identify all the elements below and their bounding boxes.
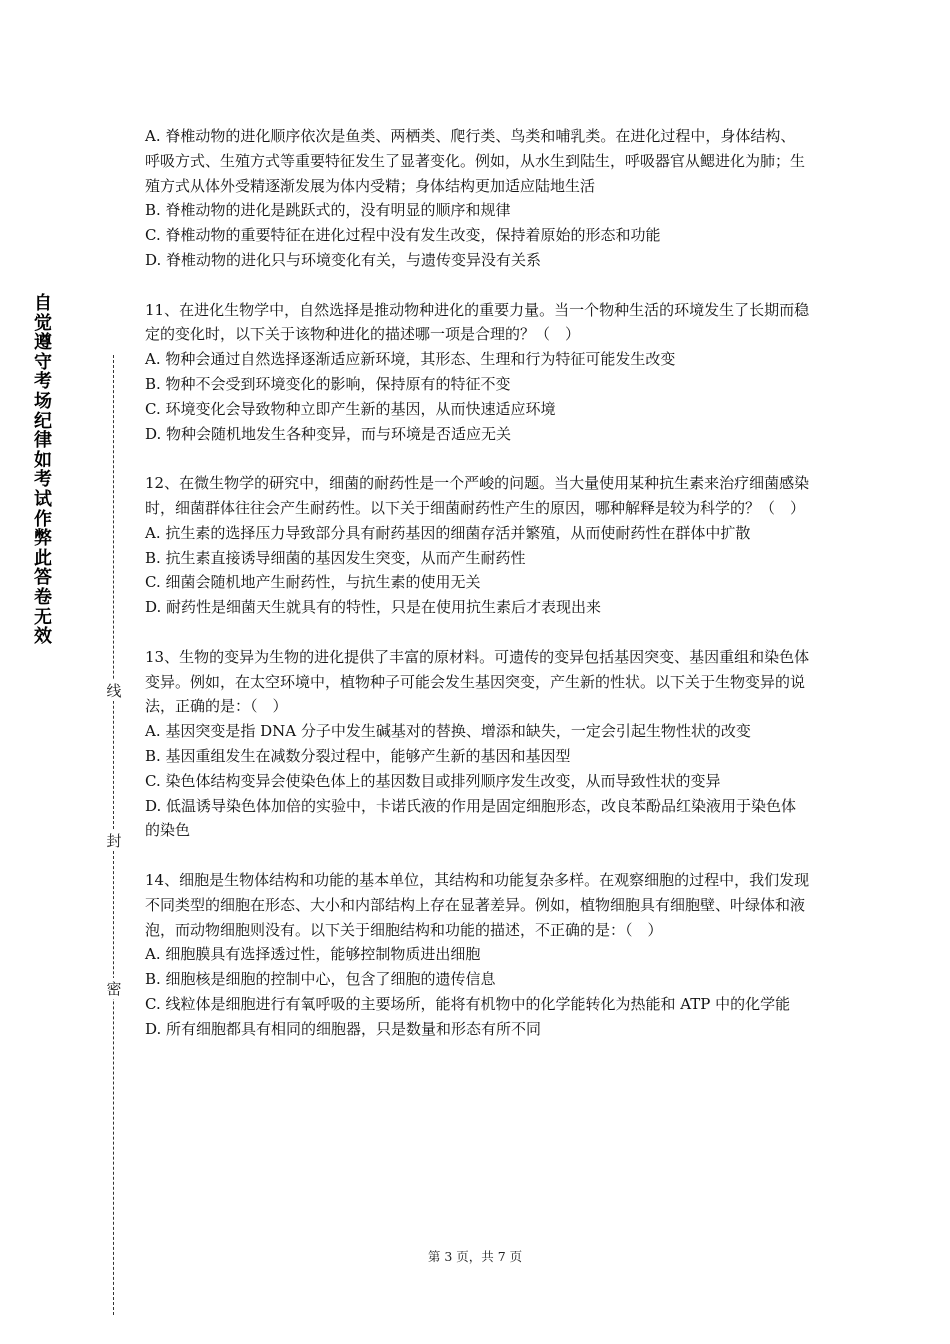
option-10-a: A. 脊椎动物的进化顺序依次是鱼类、两栖类、爬行类、鸟类和哺乳类。在进化过程中，身体结构、呼吸方式、生殖方式等重要特征发生了显著变化。例如，从水生到陆生，呼吸器官从鳃进化为肺；生殖方式从体外受精逐渐发展为体内受精；身体结构更加适应陆地生活 <box>145 127 806 195</box>
question-stem: 11、在进化生物学中，自然选择是推动物种进化的重要力量。当一个物种生活的环境发生了长期而稳定的变化时，以下关于该物种进化的描述哪一项是合理的？（ ） <box>145 300 810 344</box>
seal-label-secret: 密 <box>104 978 124 999</box>
option-a: A. 物种会通过自然选择逐渐适应新环境，其形态、生理和行为特征可能发生改变 <box>145 350 676 369</box>
question-10-options <box>145 124 810 273</box>
question-stem: 12、在微生物学的研究中，细菌的耐药性是一个严峻的问题。当大量使用某种抗生素来治疗细菌感染时，细菌群体往往会产生耐药性。以下关于细菌耐药性产生的原因，哪种解释是较为科学的？（ ） <box>145 474 810 517</box>
question-content <box>145 124 810 1066</box>
option-c: C. 染色体结构变异会使染色体上的基因数目或排列顺序发生改变，从而导致性状的变异 <box>145 771 721 790</box>
option-b: B. 抗生素直接诱导细菌的基因发生突变，从而产生耐药性 <box>145 548 526 567</box>
option-d: D. 所有细胞都具有相同的细胞器，只是数量和形态有所不同 <box>145 1019 542 1038</box>
option-a: A. 基因突变是指 DNA 分子中发生碱基对的替换、增添和缺失，一定会引起生物性状的改变 <box>145 722 751 741</box>
option-b: B. 基因重组发生在减数分裂过程中，能够产生新的基因和基因型 <box>145 746 571 765</box>
option-c: C. 线粒体是细胞进行有氧呼吸的主要场所，能将有机物中的化学能转化为热能和 ATP 中的化学能 <box>145 994 791 1013</box>
option-10-c: C. 脊椎动物的重要特征在进化过程中没有发生改变，保持着原始的形态和功能 <box>145 226 661 245</box>
option-d: D. 物种会随机地发生各种变异，而与环境是否适应无关 <box>145 424 512 443</box>
question-12 <box>145 471 810 620</box>
option-10-d: D. 脊椎动物的进化只与环境变化有关，与遗传变异没有关系 <box>145 250 542 269</box>
question-13 <box>145 645 810 843</box>
question-stem: 13、生物的变异为生物的进化提供了丰富的原材料。可遗传的变异包括基因突变、基因重组和染色体变异。例如，在太空环境中，植物种子可能会发生基因突变，产生新的性状。以下关于生物变异的说法，正确的是：（ ） <box>145 647 810 716</box>
seal-label-seal: 封 <box>104 830 124 851</box>
option-c: C. 细菌会随机地产生耐药性，与抗生素的使用无关 <box>145 573 481 592</box>
question-stem: 14、细胞是生物体结构和功能的基本单位，其结构和功能复杂多样。在观察细胞的过程中，我们发现不同类型的细胞在形态、大小和内部结构上存在显著差异。例如，植物细胞具有细胞壁、叶绿体和液泡，而动物细胞则没有。以下关于细胞结构和功能的描述，不正确的是：（ ） <box>145 870 810 939</box>
option-b: B. 物种不会受到环境变化的影响，保持原有的特征不变 <box>145 374 511 393</box>
option-d: D. 耐药性是细菌天生就具有的特性，只是在使用抗生素后才表现出来 <box>145 598 602 617</box>
question-11 <box>145 298 810 447</box>
page-number-footer: 第 3 页，共 7 页 <box>427 1249 523 1264</box>
option-c: C. 环境变化会导致物种立即产生新的基因，从而快速适应环境 <box>145 399 556 418</box>
option-d: D. 低温诱导染色体加倍的实验中，卡诺氏液的作用是固定细胞形态，改良苯酚品红染液用于染色体的染色 <box>145 796 797 840</box>
option-b: B. 细胞核是细胞的控制中心，包含了细胞的遗传信息 <box>145 970 496 989</box>
option-10-b: B. 脊椎动物的进化是跳跃式的，没有明显的顺序和规律 <box>145 201 511 220</box>
option-a: A. 细胞膜具有选择透过性，能够控制物质进出细胞 <box>145 945 481 964</box>
seal-label-line: 线 <box>104 680 124 701</box>
exam-discipline-warning: 自觉遵守考场纪律如考试作弊此答卷无效 <box>34 293 52 648</box>
question-14 <box>145 868 810 1042</box>
option-a: A. 抗生素的选择压力导致部分具有耐药基因的细菌存活并繁殖，从而使耐药性在群体中扩散 <box>145 523 751 542</box>
